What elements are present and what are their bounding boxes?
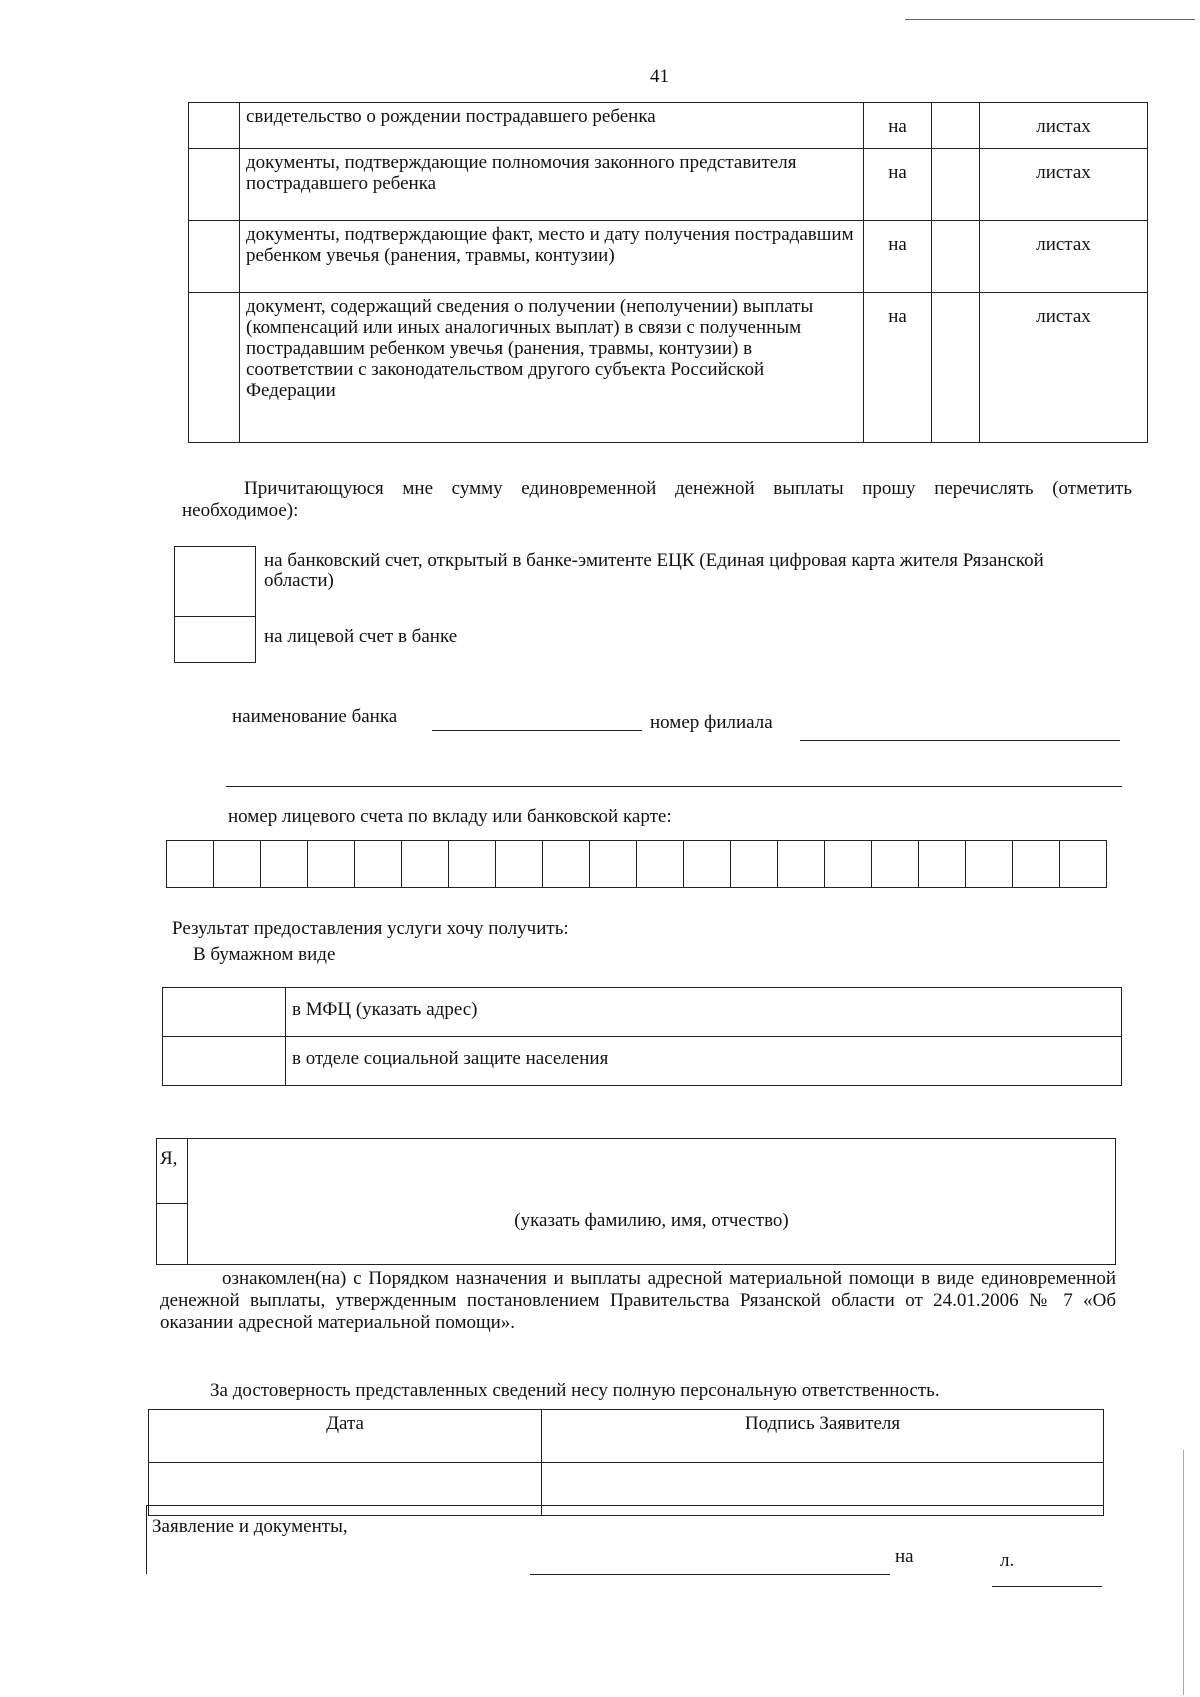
account-digit-cell[interactable] [402,841,449,888]
sheets-label: листах [980,103,1148,149]
na-label: на [864,149,932,221]
sheets-label: листах [980,149,1148,221]
na-label: на [864,293,932,443]
account-digit-cell[interactable] [684,841,731,888]
signature-table [148,1409,1104,1516]
result-mode: В бумажном виде [193,944,336,965]
applicant-name-field[interactable] [188,1139,1116,1265]
account-digit-cell[interactable] [1060,841,1107,888]
account-digit-cell[interactable] [590,841,637,888]
document-description: документ, содержащий сведения о получении (неполучении) выплаты (компенсаций или иных аналогичных выплат) в связи с полученным пострадавшим ребенком увечья (ранения, травмы, контузии) в соответствии с законодательством другого субъекта Российской Федерации [240,293,864,443]
documents-table [188,102,1148,443]
result-option-label: в МФЦ (указать адрес) [286,988,1122,1037]
payment-option-checkbox[interactable] [175,547,256,617]
table-row [163,1037,1122,1086]
account-digit-cell[interactable] [731,841,778,888]
document-checkbox-cell[interactable] [189,293,240,443]
result-options-table [162,987,1122,1086]
payment-intro: Причитающуюся мне сумму единовременной денежной выплаты прошу перечислять (отметить необходимое): [182,478,1132,521]
footer-recipient-field[interactable] [530,1574,890,1575]
account-number-cells [166,840,1107,888]
table-row [175,547,1084,617]
table-row [149,1410,1104,1463]
table-row [189,221,1148,293]
bank-details-line[interactable] [226,786,1122,787]
account-digit-cell[interactable] [966,841,1013,888]
sheet-count-cell[interactable] [932,293,980,443]
sheet-count-cell[interactable] [932,149,980,221]
sheets-label: листах [980,293,1148,443]
table-row [175,617,1084,663]
account-digit-cell[interactable] [778,841,825,888]
signature-header: Подпись Заявителя [542,1410,1104,1463]
bank-name-field[interactable] [432,730,642,731]
na-label: на [864,103,932,149]
account-digit-cell[interactable] [355,841,402,888]
document-checkbox-cell[interactable] [189,103,240,149]
table-row [167,841,1107,888]
account-digit-cell[interactable] [214,841,261,888]
na-label: на [864,221,932,293]
account-digit-cell[interactable] [637,841,684,888]
document-checkbox-cell[interactable] [189,149,240,221]
footer-sheets-label: л. [1000,1550,1015,1571]
account-digit-cell[interactable] [543,841,590,888]
footer-sheet-count-field[interactable] [992,1586,1102,1587]
result-option-checkbox[interactable] [163,988,286,1037]
account-digit-cell[interactable] [261,841,308,888]
result-option-checkbox[interactable] [163,1037,286,1086]
payment-options-table [174,546,1084,663]
account-digit-cell[interactable] [825,841,872,888]
document-description: свидетельство о рождении пострадавшего ребенка [240,103,864,149]
acknowledgement-text: ознакомлен(на) с Порядком назначения и выплаты адресной материальной помощи в виде единовременной денежной выплаты, утвержденным постановлением Правительства Рязанской области от 24.01.2006 № 7 «Об оказании адресной материальной помощи». [160,1268,1116,1333]
applicant-prefix: Я, [157,1139,188,1204]
page-number: 41 [650,66,669,87]
branch-number-field[interactable] [800,740,1120,741]
top-edge-line [905,19,1195,20]
account-digit-cell[interactable] [919,841,966,888]
right-edge-line [1183,1450,1184,1695]
account-digit-cell[interactable] [872,841,919,888]
payment-option-label: на лицевой счет в банке [264,625,458,647]
sheet-count-cell[interactable] [932,103,980,149]
sheet-count-cell[interactable] [932,221,980,293]
document-checkbox-cell[interactable] [189,221,240,293]
account-digit-cell[interactable] [308,841,355,888]
account-digit-cell[interactable] [496,841,543,888]
payment-option-checkbox[interactable] [175,617,256,663]
account-digit-cell[interactable] [1013,841,1060,888]
account-number-label: номер лицевого счета по вкладу или банковской карте: [228,806,672,827]
account-digit-cell[interactable] [449,841,496,888]
payment-option-label: на банковский счет, открытый в банке-эмитенте ЕЦК (Единая цифровая карта жителя Рязанской области) [264,549,1044,592]
bank-name-label: наименование банка [232,706,398,727]
applicant-name-spacer [157,1204,188,1265]
account-digit-cell[interactable] [167,841,214,888]
table-row [189,149,1148,221]
table-row [189,293,1148,443]
document-description: документы, подтверждающие полномочия законного представителя пострадавшего ребенка [240,149,864,221]
branch-label: номер филиала [650,712,773,733]
document-description: документы, подтверждающие факт, место и дату получения пострадавшим ребенком увечья (ранения, травмы, контузии) [240,221,864,293]
applicant-name-hint: (указать фамилию, имя, отчество) [514,1210,789,1231]
date-header: Дата [149,1410,542,1463]
table-row [157,1139,1116,1204]
responsibility-statement: За достоверность представленных сведений несу полную персональную ответственность. [210,1380,940,1401]
table-row [163,988,1122,1037]
footer-na-label: на [895,1546,914,1567]
table-row [189,103,1148,149]
footer-documents-label: Заявление и документы, [152,1516,348,1537]
sheets-label: листах [980,221,1148,293]
result-heading: Результат предоставления услуги хочу получить: [172,918,569,939]
result-option-label: в отделе социальной защите населения [286,1037,1122,1086]
applicant-name-table [156,1138,1116,1265]
